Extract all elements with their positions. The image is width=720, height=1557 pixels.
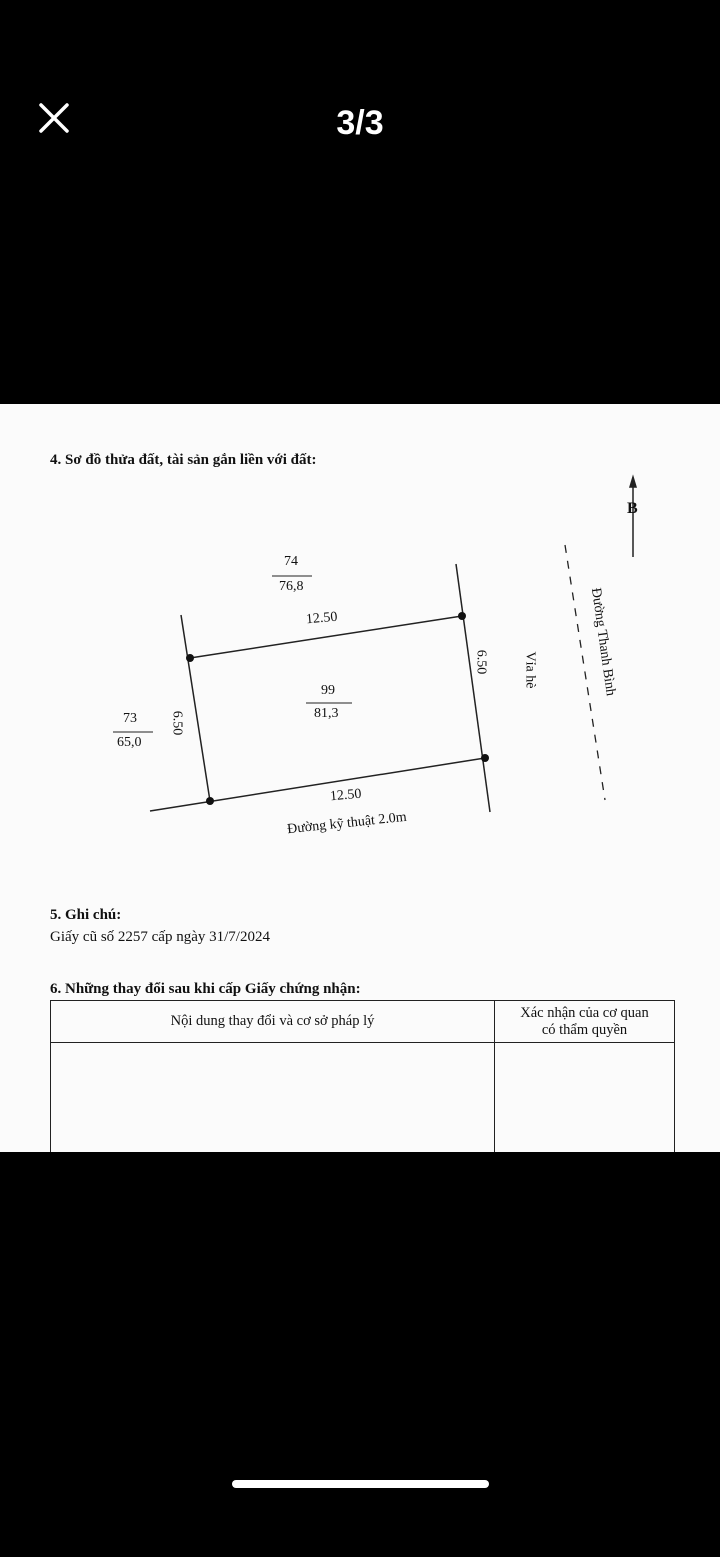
parcel-99-number: 99 bbox=[321, 683, 335, 698]
section5-title: 5. Ghi chú: bbox=[50, 907, 122, 923]
parcel-73-number: 73 bbox=[123, 711, 137, 726]
empty-cell bbox=[495, 1043, 675, 1153]
home-indicator[interactable] bbox=[232, 1480, 489, 1488]
empty-cell bbox=[51, 1043, 495, 1153]
street-label: Đường Thanh Bình bbox=[587, 586, 618, 697]
parcel-74-number: 74 bbox=[284, 554, 298, 569]
note-text: Giấy cũ số 2257 cấp ngày 31/7/2024 bbox=[50, 929, 270, 945]
header-change-content: Nội dung thay đổi và cơ sở pháp lý bbox=[51, 1001, 495, 1043]
edge-bottom-length: 12.50 bbox=[329, 786, 363, 805]
image-counter: 3/3 bbox=[336, 104, 384, 142]
section4-title: 4. Sơ đồ thửa đất, tài sản gắn liền với đất: bbox=[50, 452, 317, 468]
edge-top-length: 12.50 bbox=[305, 609, 339, 628]
boundary-bottom bbox=[150, 758, 485, 811]
parcel-73-area: 65,0 bbox=[117, 735, 142, 750]
header-authority-confirmation: Xác nhận của cơ quan có thẩm quyền bbox=[495, 1001, 675, 1043]
changes-table bbox=[50, 1000, 675, 1152]
boundary-right bbox=[456, 564, 490, 812]
edge-right-length: 6.50 bbox=[473, 649, 489, 675]
edge-left-length: 6.50 bbox=[169, 710, 185, 736]
parcel-99-area: 81,3 bbox=[314, 706, 339, 721]
document-image bbox=[0, 404, 720, 1152]
boundary-left bbox=[181, 615, 210, 801]
section6-title: 6. Những thay đổi sau khi cấp Giấy chứng nhận: bbox=[50, 981, 361, 997]
tech-road-label: Đường kỹ thuật 2.0m bbox=[286, 809, 408, 838]
sidewalk-label: Vỉa hè bbox=[522, 651, 538, 689]
parcel-74-area: 76,8 bbox=[279, 579, 304, 594]
north-label: B bbox=[627, 500, 638, 517]
